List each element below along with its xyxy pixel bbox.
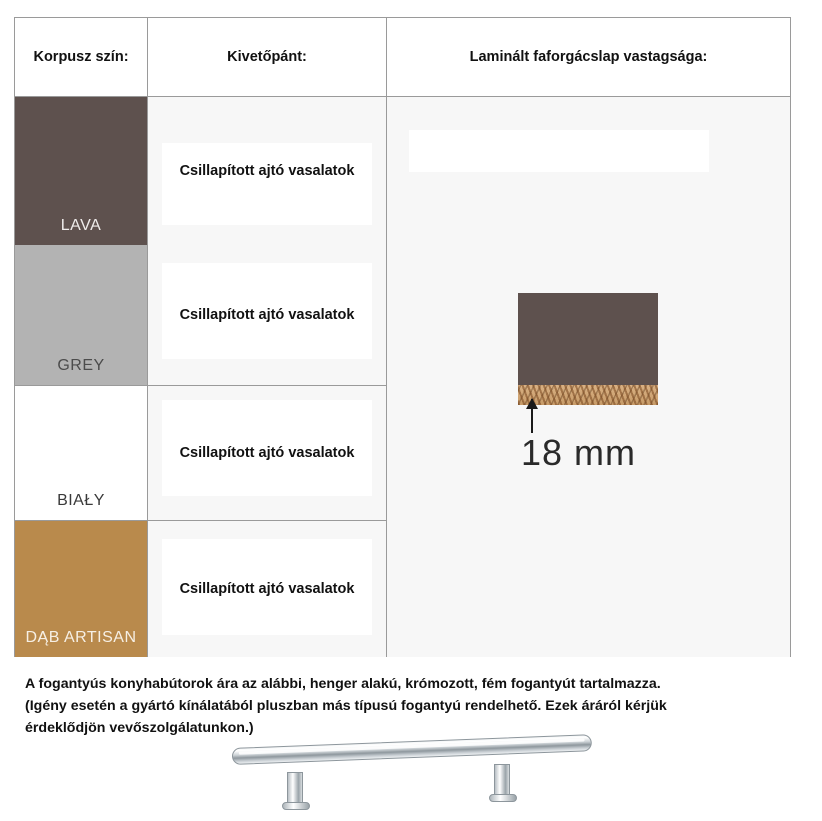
swatch-label-bialy: BIAŁY bbox=[57, 492, 105, 510]
thickness-illustration-cell bbox=[387, 97, 790, 657]
footer-note bbox=[25, 673, 795, 739]
table-header-row bbox=[15, 18, 790, 97]
handle-illustration bbox=[232, 742, 592, 812]
hinge-text-lava: Csillapított ajtó vasalatok bbox=[179, 163, 355, 179]
swatch-lava bbox=[15, 97, 147, 245]
swatch-label-lava: LAVA bbox=[60, 217, 102, 235]
table-body bbox=[15, 97, 790, 657]
footer-note-line-2: (Igény esetén a gyártó kínálatából pluszban más típusú fogantyú rendelhető. Ezek áráról kérjük bbox=[25, 698, 667, 714]
swatch-label-dab-artisan: DĄB ARTISAN bbox=[25, 629, 137, 647]
swatch-grey bbox=[15, 245, 147, 385]
cell-highlight bbox=[162, 143, 372, 225]
color-swatch-column bbox=[15, 97, 148, 657]
hinge-cell-bialy bbox=[148, 385, 386, 521]
footer-note-line-3: érdeklődjön vevőszolgálatunkon.) bbox=[25, 720, 254, 736]
footer-note-line-1: A fogantyús konyhabútorok ára az alábbi, henger alakú, krómozott, fém fogantyút tartalmazza. bbox=[25, 676, 661, 692]
specification-table bbox=[14, 17, 791, 657]
handle-post-right bbox=[494, 764, 510, 798]
header-korpusz-szin: Korpusz szín: bbox=[15, 18, 148, 96]
swatch-label-grey: GREY bbox=[57, 357, 105, 375]
hinge-column bbox=[148, 97, 387, 657]
swatch-bialy bbox=[15, 385, 147, 521]
hinge-text-dab-artisan: Csillapított ajtó vasalatok bbox=[179, 581, 355, 597]
hinge-cell-grey bbox=[148, 245, 386, 385]
hinge-cell-lava bbox=[148, 97, 386, 245]
board-chipboard-edge bbox=[518, 385, 658, 405]
hinge-text-bialy: Csillapított ajtó vasalatok bbox=[179, 445, 355, 461]
hinge-cell-dab-artisan bbox=[148, 521, 386, 657]
swatch-dab-artisan bbox=[15, 521, 147, 657]
thickness-arrow-icon bbox=[531, 399, 533, 433]
hinge-text-grey: Csillapított ajtó vasalatok bbox=[179, 307, 355, 323]
cell-highlight bbox=[409, 130, 709, 172]
thickness-value: 18 mm bbox=[521, 432, 637, 473]
header-kivetopant: Kivetőpánt: bbox=[148, 18, 387, 96]
board-illustration bbox=[518, 293, 658, 405]
header-laminalt-vastagsag: Laminált faforgácslap vastagsága: bbox=[469, 49, 708, 65]
board-face bbox=[518, 293, 658, 385]
handle-post-left bbox=[287, 772, 303, 806]
